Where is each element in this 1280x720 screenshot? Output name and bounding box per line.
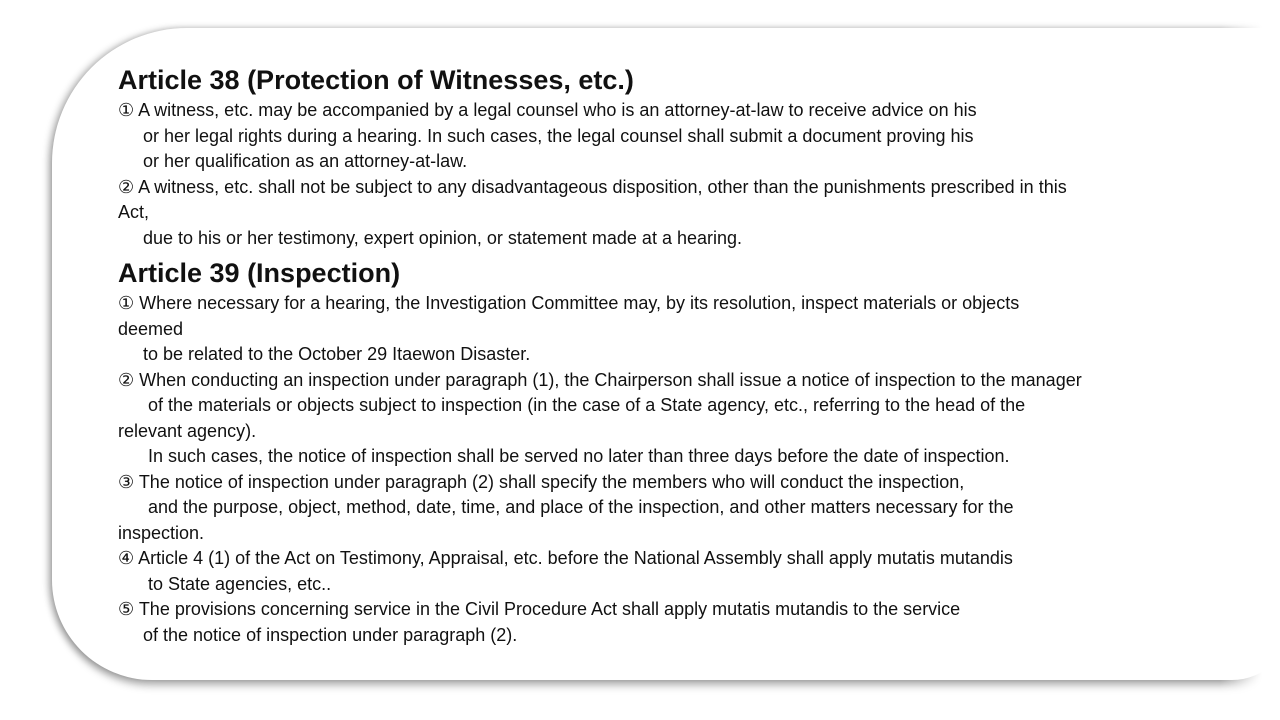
document-content (118, 62, 1268, 648)
article-39-paragraph-1-line-3: to be related to the October 29 Itaewon Disaster. (143, 344, 531, 364)
article-38-paragraph-2-line-1: ② A witness, etc. shall not be subject to any disadvantageous disposition, other than the punishments prescribed in this (118, 176, 1067, 197)
article-38-paragraph-1-line-2: or her legal rights during a hearing. In such cases, the legal counsel shall submit a document proving his (143, 125, 974, 146)
article-39-paragraph-3-line-1: ③ The notice of inspection under paragraph (2) shall specify the members who will conduct the inspection, (118, 471, 965, 492)
article-38-paragraph-2-line-2: Act, (118, 202, 150, 222)
article-39-paragraph-3-line-3: inspection. (118, 522, 205, 543)
article-39-paragraph-5-line-2: of the notice of inspection under paragraph (2). (143, 624, 518, 645)
article-39-paragraph-1-line-1: ① Where necessary for a hearing, the Investigation Committee may, by its resolution, inspect materials or objects (118, 293, 1020, 313)
article-38-paragraph-2-line-3: due to his or her testimony, expert opinion, or statement made at a hearing. (143, 227, 743, 248)
article-38-title: Article 38 (Protection of Witnesses, etc.) (118, 65, 634, 95)
article-39-paragraph-4-line-2: to State agencies, etc.. (148, 573, 332, 594)
article-39-paragraph-2-line-4: In such cases, the notice of inspection shall be served no later than three days before the date of inspection. (148, 446, 1010, 466)
article-39-paragraph-2-line-1: ② When conducting an inspection under paragraph (1), the Chairperson shall issue a notice of inspection to the manager (118, 369, 1082, 390)
article-39-paragraph-5-line-1: ⑤ The provisions concerning service in the Civil Procedure Act shall apply mutatis mutandis to the service (118, 599, 961, 619)
article-38 (118, 62, 1268, 251)
article-39-paragraph-4-line-1: ④ Article 4 (1) of the Act on Testimony, Appraisal, etc. before the National Assembly shall apply mutatis mutandis (118, 548, 1013, 568)
article-38-paragraph-1-line-1: ① A witness, etc. may be accompanied by a legal counsel who is an attorney-at-law to receive advice on his (118, 100, 977, 120)
article-39-paragraph-2-line-2: of the materials or objects subject to inspection (in the case of a State agency, etc., referring to the head of the (148, 395, 1026, 415)
article-39 (118, 255, 1268, 648)
article-38-paragraph-1-line-3: or her qualification as an attorney-at-law. (143, 151, 468, 171)
article-39-paragraph-3-line-2: and the purpose, object, method, date, time, and place of the inspection, and other matters necessary for the (148, 497, 1014, 517)
article-39-title: Article 39 (Inspection) (118, 258, 401, 288)
article-39-paragraph-1-line-2: deemed (118, 318, 184, 339)
article-39-paragraph-2-line-3: relevant agency). (118, 420, 257, 441)
